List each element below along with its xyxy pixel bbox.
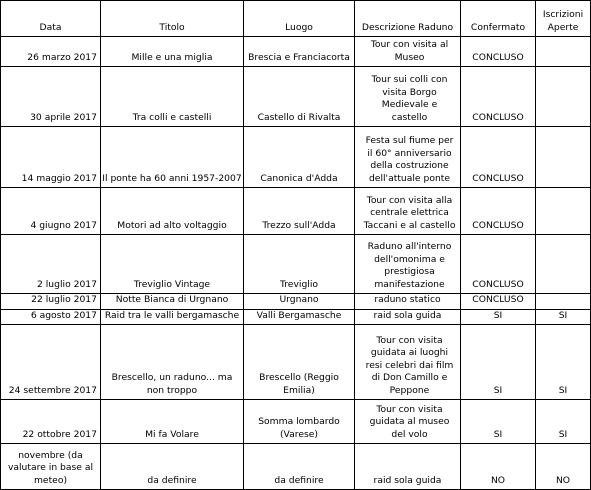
cell-luogo: Treviglio (244, 235, 355, 294)
table-row (1, 127, 591, 188)
cell-confermato: CONCLUSO (461, 235, 536, 294)
header-confermato: Confermato (461, 1, 536, 37)
cell-luogo: Castello di Rivalta (244, 67, 355, 127)
cell-confermato: CONCLUSO (461, 188, 536, 235)
cell-iscrizioni (536, 67, 591, 127)
header-luogo: Luogo (244, 1, 355, 37)
cell-data: 4 giugno 2017 (1, 188, 101, 235)
cell-confermato: CONCLUSO (461, 294, 536, 310)
table-row (1, 235, 591, 294)
cell-iscrizioni (536, 37, 591, 67)
cell-descrizione: Raduno all'interno dell'omonima e prestigiosa manifestazione (355, 235, 461, 294)
header-data: Data (1, 1, 101, 37)
cell-descrizione: Tour con visita al Museo (355, 37, 461, 67)
cell-data: 22 luglio 2017 (1, 294, 101, 310)
cell-descrizione: Tour con visita guidata al museo del volo (355, 400, 461, 444)
cell-titolo: Raid tra le valli bergamasche (101, 309, 244, 325)
cell-iscrizioni (536, 294, 591, 310)
table-row (1, 67, 591, 127)
cell-iscrizioni (536, 235, 591, 294)
cell-confermato: SI (461, 325, 536, 400)
cell-confermato: SI (461, 400, 536, 444)
cell-data: 2 luglio 2017 (1, 235, 101, 294)
table-row (1, 188, 591, 235)
cell-confermato: NO (461, 444, 536, 490)
cell-titolo: Mille e una miglia (101, 37, 244, 67)
cell-luogo: Trezzo sull'Adda (244, 188, 355, 235)
cell-descrizione: Tour con visita guidata ai luoghi resi celebri dai film di Don Camillo e Peppone (355, 325, 461, 400)
cell-data: novembre (da valutare in base al meteo) (1, 444, 101, 490)
cell-iscrizioni: NO (536, 444, 591, 490)
cell-luogo: Urgnano (244, 294, 355, 310)
cell-data: 22 ottobre 2017 (1, 400, 101, 444)
table-row (1, 400, 591, 444)
cell-descrizione: Festa sul fiume per il 60° anniversario della costruzione dell'attuale ponte (355, 127, 461, 188)
cell-data: 14 maggio 2017 (1, 127, 101, 188)
cell-data: 6 agosto 2017 (1, 309, 101, 325)
table-row (1, 325, 591, 400)
cell-confermato: CONCLUSO (461, 37, 536, 67)
cell-titolo: Motori ad alto voltaggio (101, 188, 244, 235)
cell-iscrizioni: SI (536, 309, 591, 325)
header-row (1, 1, 591, 37)
cell-confermato: SI (461, 309, 536, 325)
cell-descrizione: raid sola guida (355, 444, 461, 490)
cell-titolo: Il ponte ha 60 anni 1957-2007 (101, 127, 244, 188)
cell-titolo: Brescello, un raduno... ma non troppo (101, 325, 244, 400)
cell-iscrizioni: SI (536, 400, 591, 444)
cell-titolo: da definire (101, 444, 244, 490)
cell-titolo: Tra colli e castelli (101, 67, 244, 127)
cell-confermato: CONCLUSO (461, 127, 536, 188)
cell-titolo: Notte Bianca di Urgnano (101, 294, 244, 310)
header-iscrizioni: Iscrizioni Aperte (536, 1, 591, 37)
table-row (1, 37, 591, 67)
cell-descrizione: Tour sui colli con visita Borgo Medievale e castello (355, 67, 461, 127)
cell-titolo: Mi fa Volare (101, 400, 244, 444)
cell-iscrizioni (536, 188, 591, 235)
cell-titolo: Treviglio Vintage (101, 235, 244, 294)
cell-luogo: Canonica d'Adda (244, 127, 355, 188)
header-titolo: Titolo (101, 1, 244, 37)
cell-luogo: Brescello (Reggio Emilia) (244, 325, 355, 400)
cell-data: 30 aprile 2017 (1, 67, 101, 127)
table-row (1, 309, 591, 325)
cell-luogo: da definire (244, 444, 355, 490)
cell-luogo: Valli Bergamasche (244, 309, 355, 325)
cell-descrizione: Tour con visita alla centrale elettrica Taccani e al castello (355, 188, 461, 235)
table-row (1, 294, 591, 310)
table-row (1, 444, 591, 490)
cell-data: 26 marzo 2017 (1, 37, 101, 67)
cell-iscrizioni (536, 127, 591, 188)
header-descrizione: Descrizione Raduno (355, 1, 461, 37)
cell-descrizione: raid sola guida (355, 309, 461, 325)
cell-data: 24 settembre 2017 (1, 325, 101, 400)
cell-luogo: Brescia e Franciacorta (244, 37, 355, 67)
cell-iscrizioni: SI (536, 325, 591, 400)
cell-luogo: Somma lombardo (Varese) (244, 400, 355, 444)
cell-confermato: CONCLUSO (461, 67, 536, 127)
cell-descrizione: raduno statico (355, 294, 461, 310)
